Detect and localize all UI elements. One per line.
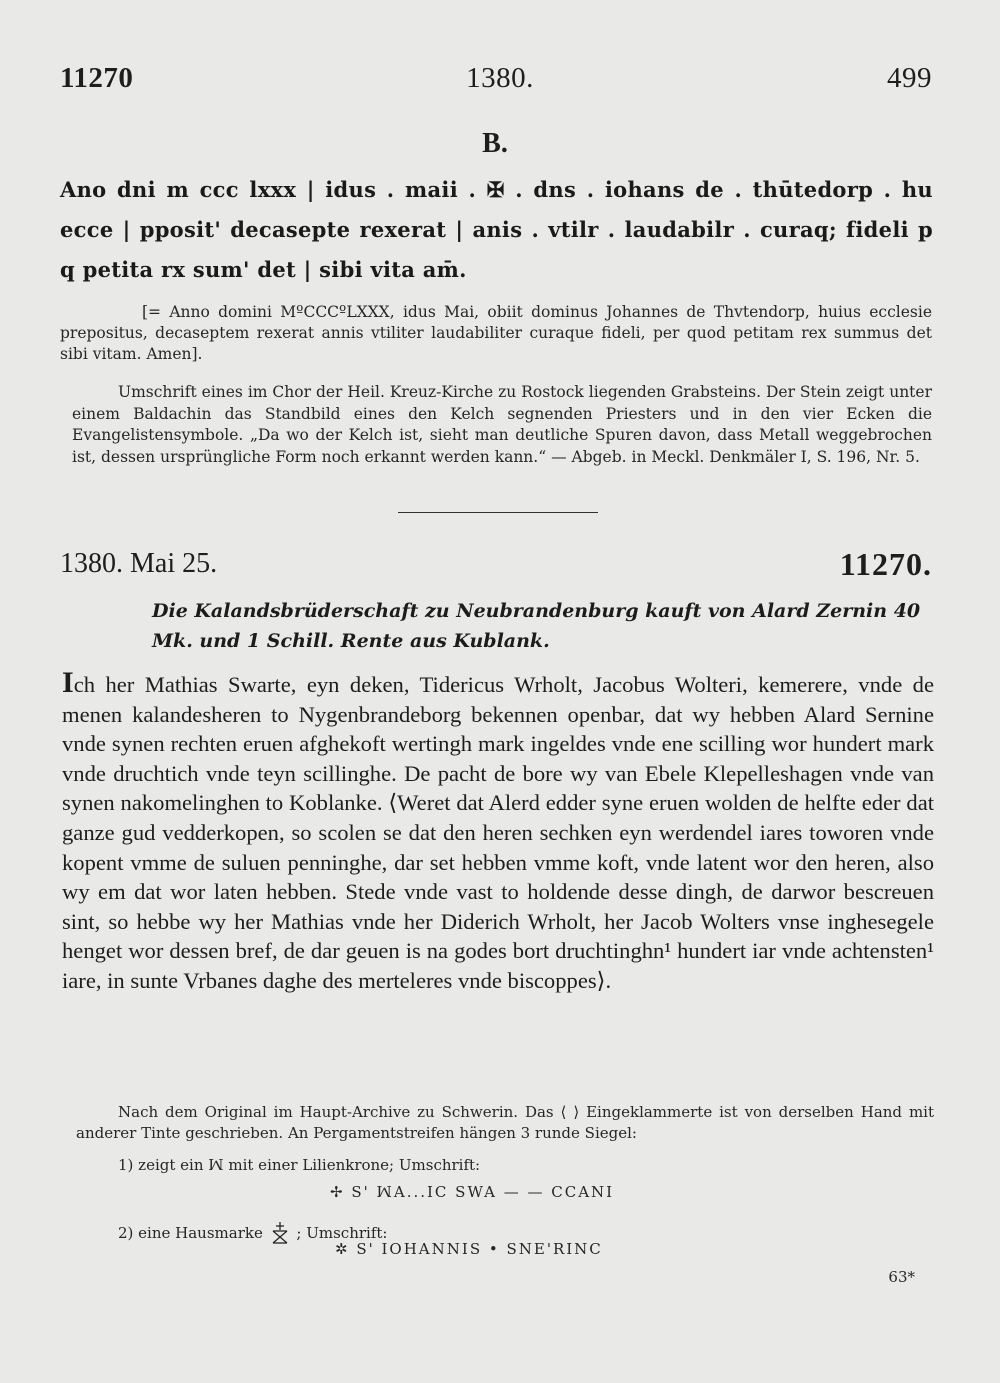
source-note-text: Nach dem Original im Haupt-Archive zu Schwerin. Das ⟨ ⟩ Eingeklammerte ist von derselben Hand mit anderer Tinte geschrieben. An Pergamentstreifen hängen 3 runde Siegel: [76, 1103, 934, 1142]
seal-2-legend: ✲ S' IOHANNIS • SNE'RINC [335, 1240, 603, 1258]
inscription-note [72, 382, 932, 468]
printer-signature: 63* [888, 1268, 915, 1286]
header-document-number: 11270 [60, 62, 134, 94]
document-body [62, 666, 934, 996]
seal-1-description: 1) zeigt ein ꟽ mit einer Lilienkrone; Umschrift: [118, 1156, 481, 1174]
transcription-text: [= Anno domini MºCCCºLXXX, idus Mai, obiit dominus Johannes de Thvtendorp, huius ecclesie prepositus, decaseptem rexerat annis vtiliter laudabiliter curaque fideli, per quod petitam rex summus det sibi vitam. Amen]. [60, 303, 932, 363]
housemark-icon [270, 1222, 290, 1244]
header-year: 1380. [466, 62, 534, 94]
section-divider [398, 512, 598, 513]
seal-2-label: 2) eine Hausmarke [118, 1224, 263, 1242]
document-number: 11270. [839, 546, 932, 582]
gothic-inscription: Ano dni m ccc lxxx | idus . maii . ✠ . dns . iohans de . thūtedorp . hu ecce | pposit' decasepte rexerat | anis . vtilr . laudabilr . curaq; fideli p q petita rx sum' det | sibi vita am̄. [60, 177, 933, 282]
source-note [76, 1102, 934, 1143]
seal-1-legend: ✢ S' ꟽA...IC SWA — — CCANI [330, 1183, 615, 1201]
inscription-note-text: Umschrift eines im Chor der Heil. Kreuz-Kirche zu Rostock liegenden Grabsteins. Der Stein zeigt unter einem Baldachin das Standbild eines den Kelch segnenden Priesters und in den vier Ecken die Evangelistensymbole. „Da wo der Kelch ist, sieht man deutliche Spuren davon, dass Metall weggebrochen ist, dessen ursprüngliche Form noch erkannt werden kann.“ — Abgeb. in Meckl. Denkmäler I, S. 196, Nr. 5. [72, 383, 932, 466]
initial-letter: I [62, 666, 74, 699]
document-body-text: ch her Mathias Swarte, eyn deken, Tidericus Wrholt, Jacobus Wolteri, kemerere, vnde de menen kalandesheren to Nygenbrandeborg bekennen openbar, dat wy hebben Alard Sernine vnde synen rechten eruen afghekoft wertingh mark ingeldes vnde ene scilling wor hundert mark vnde druchtich vnde teyn scillinghe. De pacht de bore wy van Ebele Klepelleshagen vnde van synen nakomelinghen to Koblanke. ⟨Weret dat Alerd edder syne eruen wolden de helfte eder dat ganze gud vedderkopen, so scolen se dat den heren sechken eyn werdendel iares toworen vnde kopent vmme de suluen penninghe, dar set hebben vmme koft, vnde latent wor den heren, also wy em dat wor laten hebben. Stede vnde vast to holdende desse dingh, de darwor bescreuen sint, so hebbe wy her Mathias vnde her Diderich Wrholt, her Jacob Wolters vnse inghesegele henget wor dessen bref, de dar geuen is na godes bort druchtinghn¹ hundert iar vnde achtensten¹ iare, in sunte Vrbanes daghe des merteleres vnde biscoppes⟩. [62, 672, 934, 993]
header-page-number: 499 [887, 62, 932, 94]
document-date: 1380. Mai 25. [60, 548, 218, 579]
section-letter: B. [482, 128, 508, 159]
document-title: Die Kalandsbrüderschaft zu Neubrandenburg kauft von Alard Zernin 40 Mk. und 1 Schill. Rente aus Kublank. [152, 600, 921, 652]
seal-2-suffix: ; Umschrift: [296, 1224, 388, 1242]
inscription-transcription [60, 302, 932, 365]
